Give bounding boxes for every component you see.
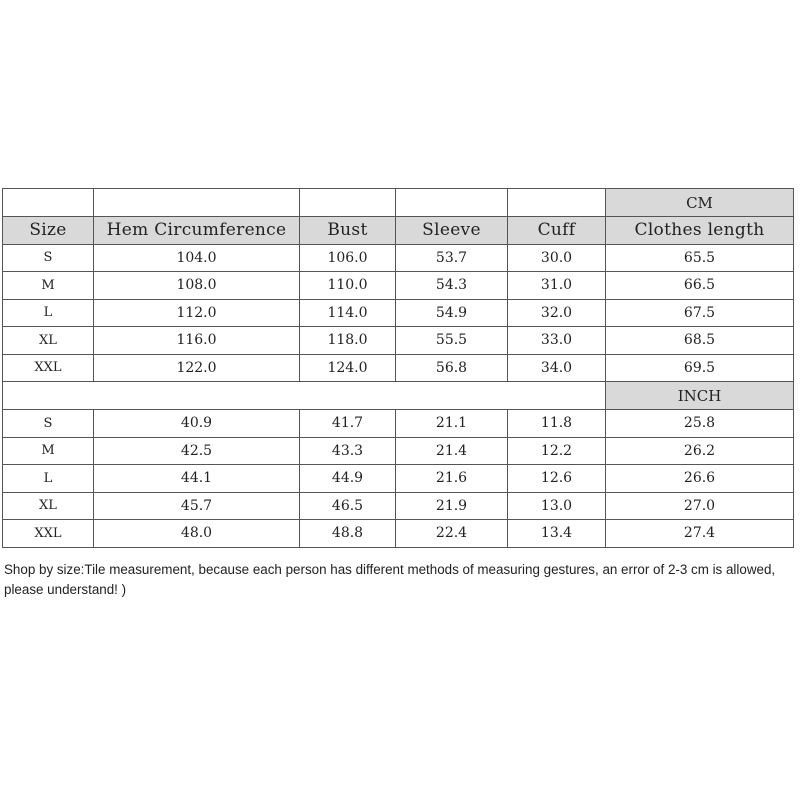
length-cell: 26.6 xyxy=(606,465,794,493)
length-cell: 65.5 xyxy=(606,244,794,272)
unit-row-cm xyxy=(3,189,794,217)
hem-cell: 48.0 xyxy=(94,520,300,548)
sleeve-cell: 55.5 xyxy=(396,327,508,355)
bust-cell: 48.8 xyxy=(300,520,396,548)
table-row xyxy=(3,327,794,355)
table-row xyxy=(3,520,794,548)
bust-cell: 46.5 xyxy=(300,492,396,520)
measurement-note: Shop by size:Tile measurement, because each person has different methods of measuring gestures, an error of 2-3 cm is allowed, please understand! ) xyxy=(4,562,776,597)
sleeve-cell: 22.4 xyxy=(396,520,508,548)
cuff-cell: 12.6 xyxy=(508,465,606,493)
cuff-cell: 13.4 xyxy=(508,520,606,548)
empty-merged-cell xyxy=(3,382,606,410)
cuff-cell: 11.8 xyxy=(508,410,606,438)
size-cell: M xyxy=(3,437,94,465)
hem-cell: 44.1 xyxy=(94,465,300,493)
bust-cell: 44.9 xyxy=(300,465,396,493)
header-size: Size xyxy=(3,217,94,245)
length-cell: 26.2 xyxy=(606,437,794,465)
cuff-cell: 30.0 xyxy=(508,244,606,272)
sleeve-cell: 21.4 xyxy=(396,437,508,465)
size-cell: S xyxy=(3,244,94,272)
unit-row-inch xyxy=(3,382,794,410)
table-row xyxy=(3,244,794,272)
sleeve-cell: 21.1 xyxy=(396,410,508,438)
empty-cell xyxy=(396,189,508,217)
bust-cell: 41.7 xyxy=(300,410,396,438)
sleeve-cell: 21.6 xyxy=(396,465,508,493)
unit-label-inch: INCH xyxy=(606,382,794,410)
sleeve-cell: 54.3 xyxy=(396,272,508,300)
size-cell: XXL xyxy=(3,354,94,382)
bust-cell: 43.3 xyxy=(300,437,396,465)
table-row xyxy=(3,354,794,382)
size-cell: L xyxy=(3,299,94,327)
length-cell: 67.5 xyxy=(606,299,794,327)
cuff-cell: 13.0 xyxy=(508,492,606,520)
size-cell: S xyxy=(3,410,94,438)
empty-cell xyxy=(94,189,300,217)
empty-cell xyxy=(300,189,396,217)
table-row xyxy=(3,465,794,493)
table-row xyxy=(3,299,794,327)
cuff-cell: 31.0 xyxy=(508,272,606,300)
sleeve-cell: 53.7 xyxy=(396,244,508,272)
size-cell: XL xyxy=(3,492,94,520)
hem-cell: 45.7 xyxy=(94,492,300,520)
hem-cell: 122.0 xyxy=(94,354,300,382)
hem-cell: 112.0 xyxy=(94,299,300,327)
cuff-cell: 33.0 xyxy=(508,327,606,355)
empty-cell xyxy=(508,189,606,217)
bust-cell: 110.0 xyxy=(300,272,396,300)
length-cell: 25.8 xyxy=(606,410,794,438)
size-cell: L xyxy=(3,465,94,493)
size-chart-table xyxy=(2,188,794,548)
bust-cell: 118.0 xyxy=(300,327,396,355)
hem-cell: 108.0 xyxy=(94,272,300,300)
size-cell: XXL xyxy=(3,520,94,548)
bust-cell: 124.0 xyxy=(300,354,396,382)
table-row xyxy=(3,437,794,465)
cuff-cell: 12.2 xyxy=(508,437,606,465)
header-hem-circumference: Hem Circumference xyxy=(94,217,300,245)
length-cell: 69.5 xyxy=(606,354,794,382)
header-bust: Bust xyxy=(300,217,396,245)
hem-cell: 42.5 xyxy=(94,437,300,465)
header-clothes-length: Clothes length xyxy=(606,217,794,245)
sleeve-cell: 54.9 xyxy=(396,299,508,327)
length-cell: 66.5 xyxy=(606,272,794,300)
length-cell: 68.5 xyxy=(606,327,794,355)
table-row xyxy=(3,410,794,438)
table-row xyxy=(3,492,794,520)
hem-cell: 116.0 xyxy=(94,327,300,355)
bust-cell: 106.0 xyxy=(300,244,396,272)
header-row xyxy=(3,217,794,245)
hem-cell: 104.0 xyxy=(94,244,300,272)
size-cell: M xyxy=(3,272,94,300)
sleeve-cell: 21.9 xyxy=(396,492,508,520)
length-cell: 27.4 xyxy=(606,520,794,548)
cuff-cell: 32.0 xyxy=(508,299,606,327)
header-cuff: Cuff xyxy=(508,217,606,245)
empty-cell xyxy=(3,189,94,217)
sleeve-cell: 56.8 xyxy=(396,354,508,382)
hem-cell: 40.9 xyxy=(94,410,300,438)
unit-label-cm: CM xyxy=(606,189,794,217)
bust-cell: 114.0 xyxy=(300,299,396,327)
length-cell: 27.0 xyxy=(606,492,794,520)
size-cell: XL xyxy=(3,327,94,355)
header-sleeve: Sleeve xyxy=(396,217,508,245)
cuff-cell: 34.0 xyxy=(508,354,606,382)
table-row xyxy=(3,272,794,300)
